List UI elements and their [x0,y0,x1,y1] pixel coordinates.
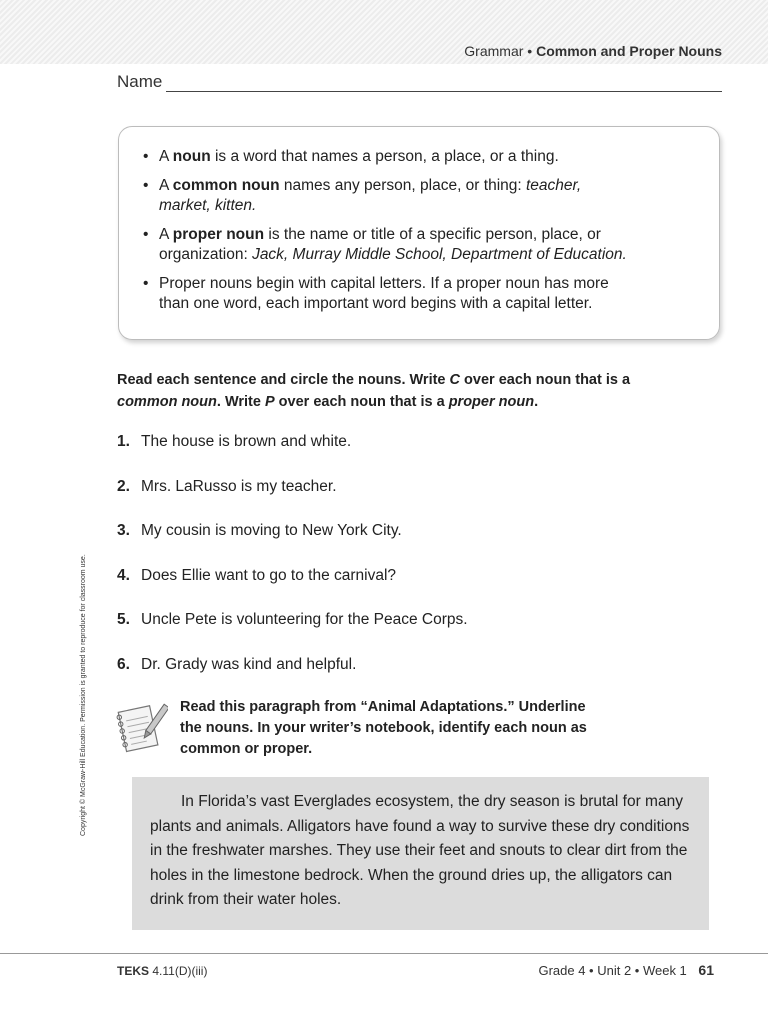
rules-list [143,147,695,314]
item-number: 1. [117,433,130,450]
item-sentence[interactable]: Does Ellie want to go to the carnival? [141,567,397,584]
exercise-item [117,433,351,451]
header-topic: Common and Proper Nouns [536,43,722,59]
header-separator: • [527,43,533,59]
exercise-instructions: Read each sentence and circle the nouns. Write C over each noun that is a common noun. Write P over each noun that is a proper noun. [117,372,631,410]
term-common-noun: common noun [172,177,280,194]
passage-box [132,777,709,930]
item-sentence[interactable]: Mrs. LaRusso is my teacher. [141,478,337,495]
header-section: Grammar [464,43,524,59]
rules-box [118,126,720,340]
exercise-item [117,522,402,540]
item-sentence[interactable]: Uncle Pete is volunteering for the Peace Corps. [141,611,468,628]
item-number: 4. [117,567,130,584]
rule-item: • A noun is a word that names a person, a place, or a thing. [143,148,559,165]
rule-item: • Proper nouns begin with capital letters. If a proper noun has more than one word, each important word begins with a capital letter. [143,275,609,312]
passage-text: In Florida’s vast Everglades ecosystem, the dry season is brutal for many plants and animals. Alligators have found a way to survive these dry conditions in the freshwater marshes. They use their feet and snouts to clear dirt from the holes in the limestone bedrock. When the ground dries up, the alligators can drink from their water holes. [150,793,690,909]
item-sentence[interactable]: Dr. Grady was kind and helpful. [141,656,357,673]
item-number: 2. [117,478,130,495]
teks-standard: TEKS 4.11(D)(iii) [117,964,208,978]
term-noun: noun [172,148,211,165]
paragraph-instructions: Read this paragraph from “Animal Adaptations.” Underline the nouns. In your writer’s notebook, identify each noun as common or proper. [180,699,587,757]
item-number: 3. [117,522,130,539]
name-label: Name [117,72,163,91]
copyright-notice: Copyright © McGraw-Hill Education. Permission is granted to reproduce for classroom use. [80,554,87,836]
name-field-line[interactable] [166,77,722,92]
footer-info [538,962,714,978]
footer-divider [0,953,768,954]
rule-item: • A proper noun is the name or title of a specific person, place, or organization: Jack, Murray Middle School, Department of Education. [143,226,627,263]
term-proper-noun: proper noun [172,226,265,243]
exercise-item [117,478,337,496]
exercise-item [117,656,356,674]
rule-item: • A common noun names any person, place, or thing: teacher, market, kitten. [143,177,582,214]
item-sentence[interactable]: My cousin is moving to New York City. [141,522,402,539]
item-sentence[interactable]: The house is brown and white. [141,433,352,450]
name-row [117,70,722,92]
page-number: 61 [698,962,714,978]
item-number: 6. [117,656,130,673]
exercise-item [117,611,468,629]
item-number: 5. [117,611,130,628]
notebook-icon [114,700,168,756]
page-header [464,43,722,59]
exercise-item [117,567,396,585]
grade-info: Grade 4 • Unit 2 • Week 1 [538,963,687,978]
